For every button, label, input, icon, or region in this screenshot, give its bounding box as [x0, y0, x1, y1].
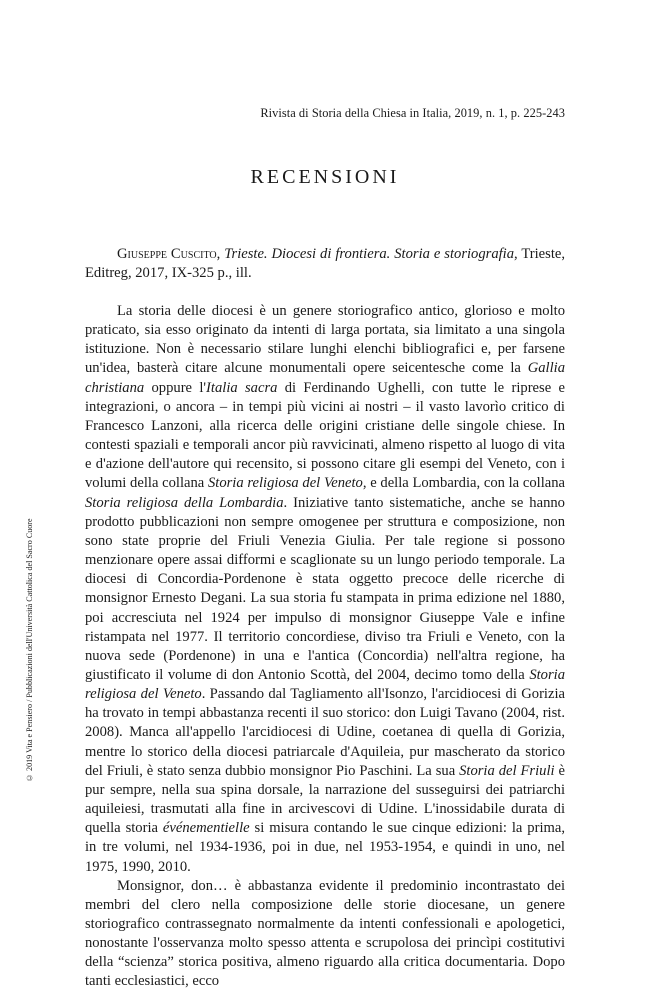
italic-title: Storia religiosa della Lombardia	[85, 494, 284, 511]
text-run: , e della Lombardia, con la collana	[362, 475, 566, 492]
review-body	[85, 302, 565, 992]
book-ref-separator: ,	[216, 246, 225, 262]
text-run: oppure l'	[144, 379, 207, 396]
paragraph-2: Monsignor, don… è abbastanza evidente il predominio incontrastato dei membri del clero nella composizione delle storie diocesane, un genere storiografico contrassegnato normalmente da intenti confessionali e apologetici, nonostante l'osservanza molto spesso attenta e scrupolosa dei princìpi costitutivi della “scienza” storica positiva, almeno riguardo alla critica documentaria. Dopo tanti ecclesiastici, ecco	[85, 877, 565, 990]
italic-title: Storia del Friuli	[459, 762, 555, 779]
text-run: è pur sempre, nella sua spina dorsale, la narrazione del susseguirsi dei patriarchi aquileiesi, trasmutati alla fine in arcivescovi di Udine. L'inossidabile durata di quella storia	[85, 762, 565, 837]
running-header: Rivista di Storia della Chiesa in Italia, 2019, n. 1, p. 225-243	[260, 106, 565, 120]
book-reference	[85, 245, 565, 283]
copyright-notice: © 2019 Vita e Pensiero / Pubblicazioni dell'Università Cattolica del Sacro Cuore	[25, 518, 34, 782]
text-run: La storia delle diocesi è un genere storiografico antico, glorioso e molto praticato, sia esso originato da intenti di larga portata, sia limitato a una singola istituzione. Non è necessario stilare lunghi elenchi bibliografici e, per farsene un'idea, basterà citare alcune monumentali opere seicentesche come la	[85, 303, 565, 377]
text-run: di Ferdinando Ughelli, con tutte le riprese e integrazioni, o ancora – in tempi più vicini ai nostri – il vasto lavorìo critico di Francesco Lanzoni, alla ricerca delle origini cristiane delle singole chiese. In contesti spaziali e temporali ancor più ravvicinati, almeno rispetto al luogo di vita e d'azione dell'autore qui recensito, si possono citare gli esempi del Veneto, con i volumi della collana	[85, 379, 565, 492]
text-run: . Iniziative tanto sistematiche, anche se hanno prodotto pubblicazioni non sempre omogenee per struttura e composizione, non sono state proprie del Friuli Venezia Giulia. Per tale regione si possono menzionare opere assai difformi e scaglionate su un lungo periodo temporale. La diocesi di Concordia-Pordenone è stata oggetto precoce delle ricerche di monsignor Ernesto Degani. La sua storia fu stampata in prima edizione nel 1880, poi accresciuta nel 1924 per impulso di monsignor Giuseppe Vale e infine ristampata nel 1977. Il territorio concordiese, diviso tra Friuli e Veneto, con la nuova sede (Pordenone) in una e l'antica (Concordia) nell'altra regione, ha giustificato il volume di don Antonio Scottà, del 2004, decimo tomo della	[85, 494, 565, 683]
book-publication-details: , Trieste, Editreg, 2017, IX-325 p., ill.	[85, 246, 566, 281]
italic-term: événementielle	[162, 820, 250, 837]
book-title: Trieste. Diocesi di frontiera. Storia e storiografia	[224, 246, 515, 262]
text-run: . Passando dal Tagliamento all'Isonzo, l'arcidiocesi di Gorizia ha trovato in tempi abbastanza recenti il suo storico: don Luigi Tavano (2004, rist. 2008). Manca all'appello l'arcidiocesi di Udine, coetanea di quella di Gorizia, mentre lo storico della diocesi patriarcale d'Aquileia, pur mascherato da storico del Friuli, è stato senza dubbio monsignor Pio Paschini. La sua	[85, 686, 565, 779]
book-author: Giuseppe Cuscito	[117, 246, 217, 262]
section-title: RECENSIONI	[250, 166, 400, 188]
italic-title: Gallia christiana	[85, 360, 565, 396]
paragraph-1	[85, 302, 565, 877]
italic-title: Italia sacra	[206, 379, 278, 396]
italic-title: Storia religiosa del Veneto	[207, 475, 363, 492]
italic-title: Storia religiosa del Veneto	[85, 666, 565, 703]
text-run: si misura contando le sue cinque edizioni: la prima, in tre volumi, nel 1934-1936, poi in due, nel 1953-1954, e quindi in uno, nel 1975, 1990, 2010.	[85, 820, 565, 875]
